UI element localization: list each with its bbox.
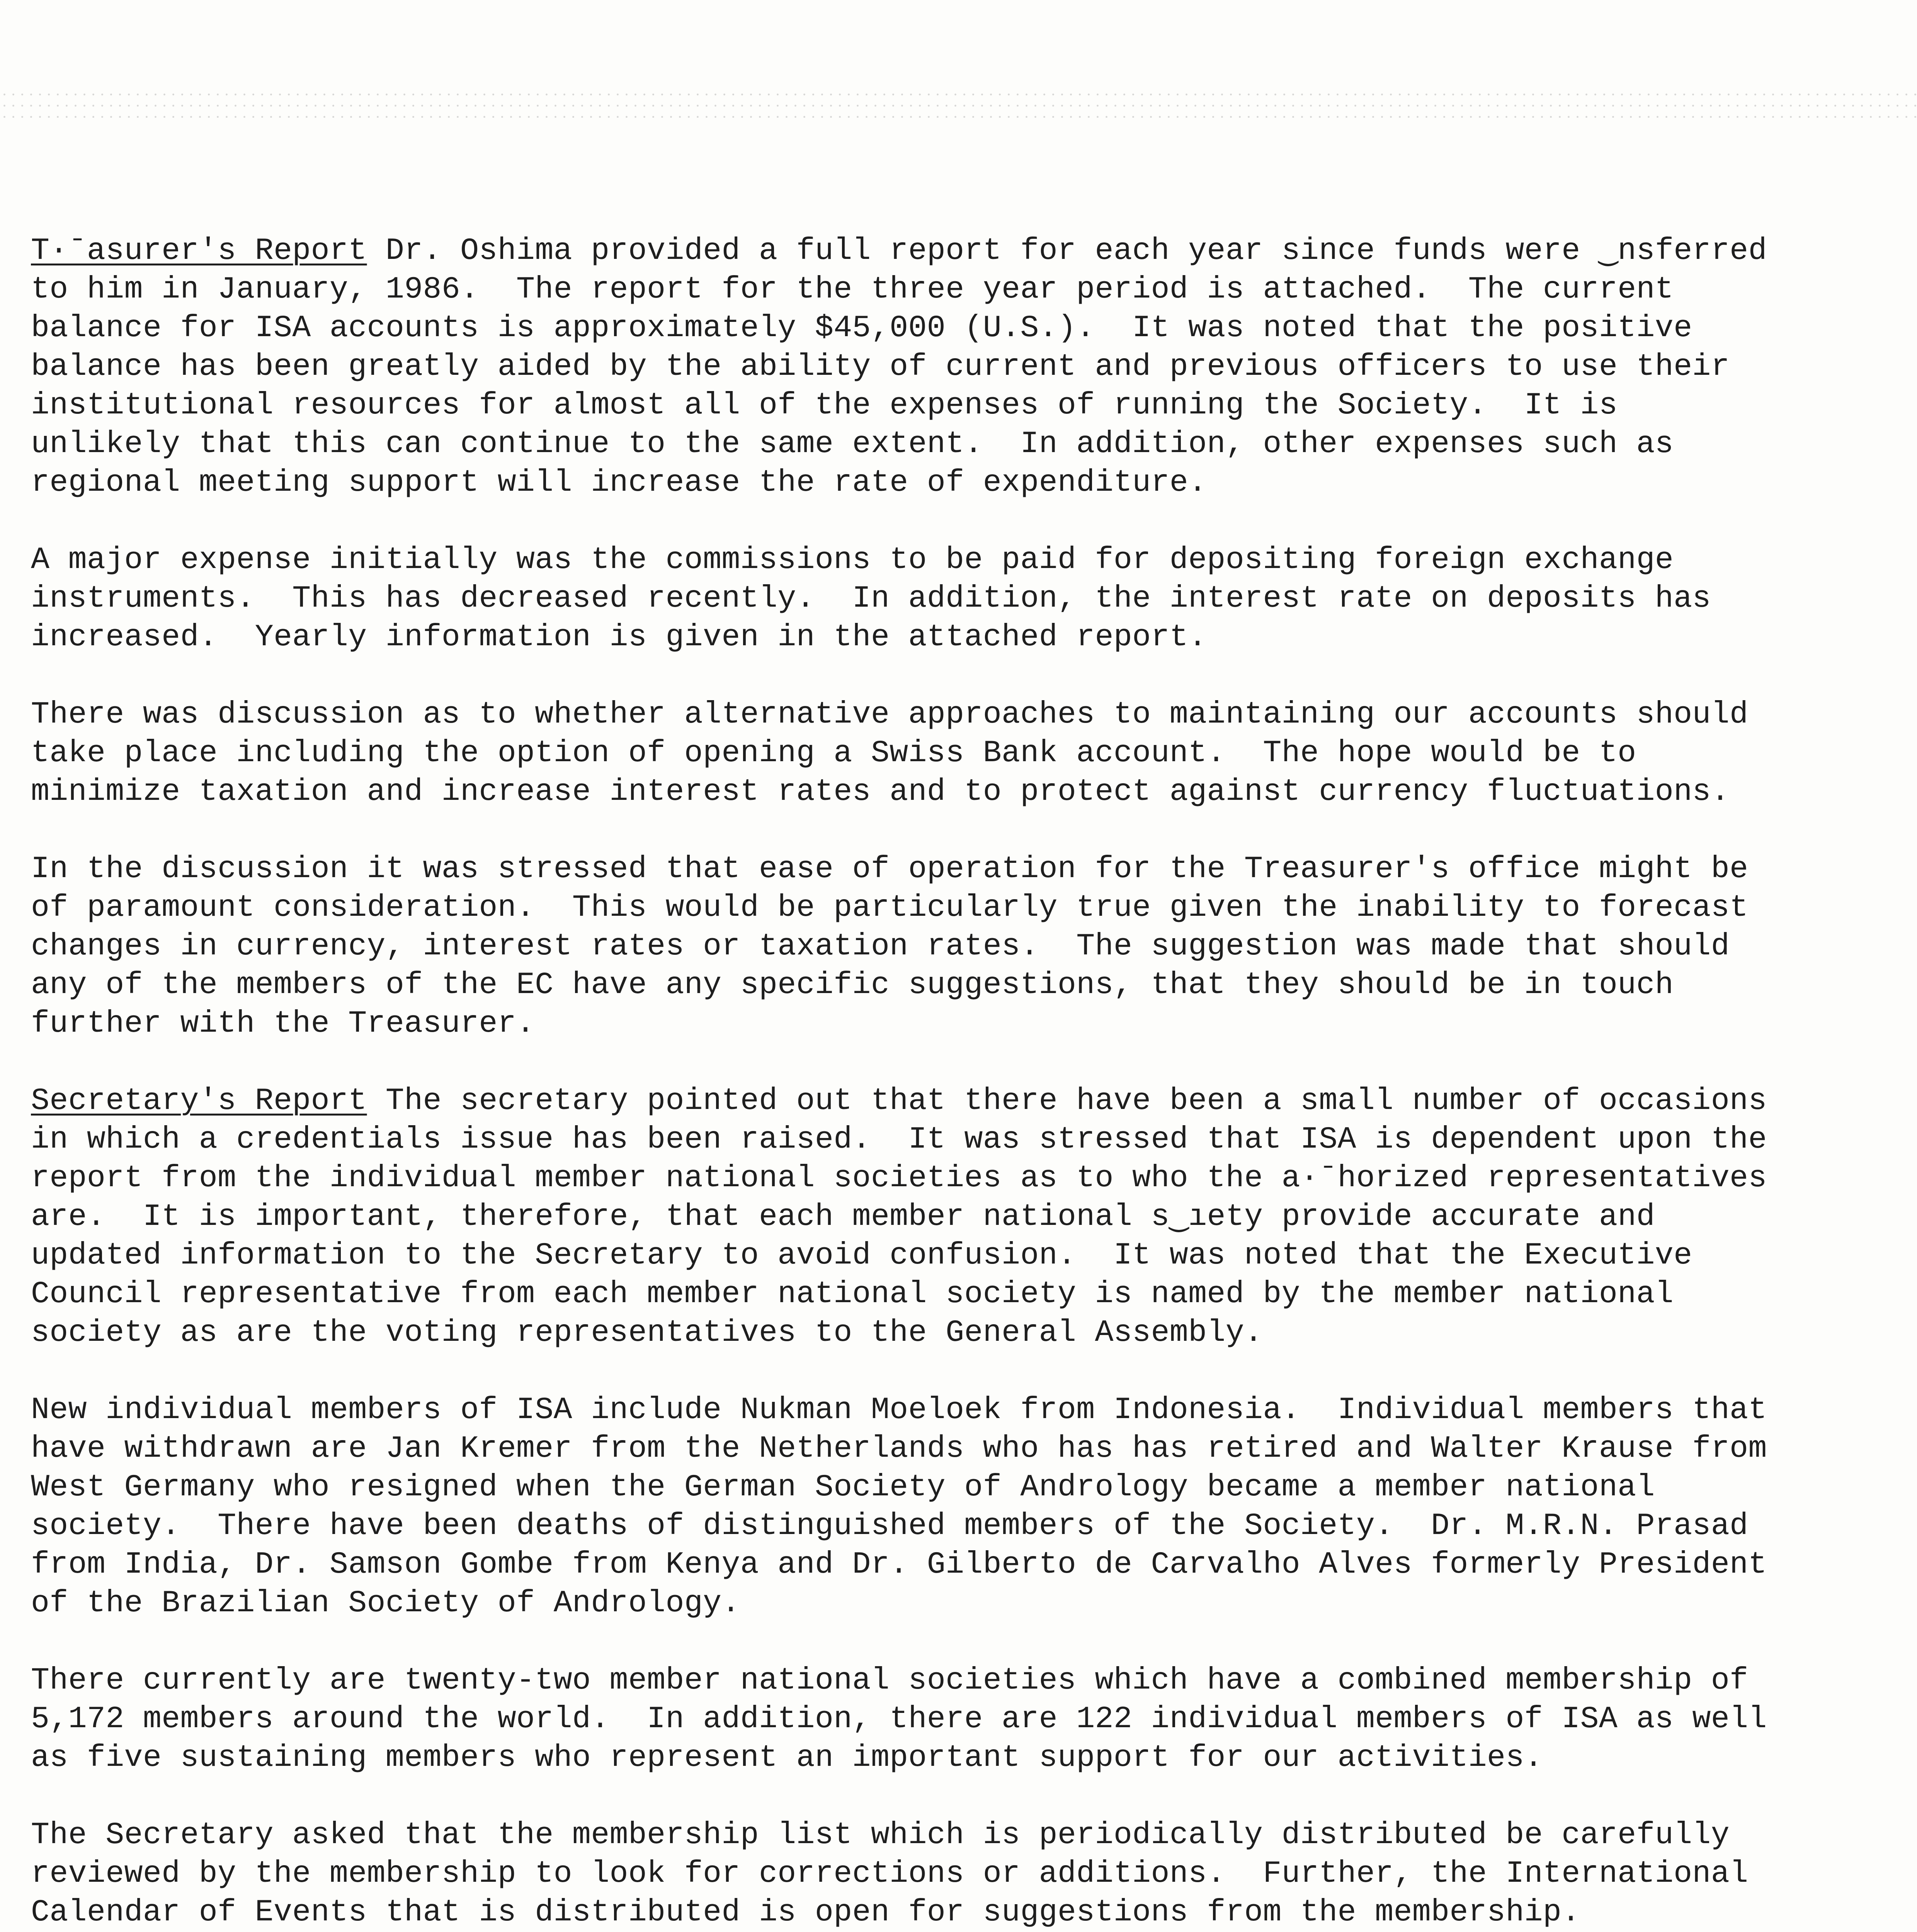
paragraph-text: Dr. Oshima provided a full report for each year since funds were ‿nsferred to him in January, 1986. The report for the three year period is attached. The current balance for ISA accounts is approximately $45,000 (U.S.). It was noted that the positive balance has been greatly aided by the ability of current and previous officers to use their institutional resources for almost all of the expenses of running the Society. It is unlikely that this can continue to the same extent. In addition, other expenses such as regional meeting support will increase the rate of expenditure. [31, 233, 1786, 500]
paragraph-membership-count [31, 1662, 1786, 1777]
paragraph-text: New individual members of ISA include Nukman Moeloek from Indonesia. Individual members that have withdrawn are Jan Kremer from the Netherlands who has has retired and Walter Krause from West Germany who resigned when the German Society of Andrology became a member national society. There have been deaths of distinguished members of the Society. Dr. M.R.N. Prasad from India, Dr. Samson Gombe from Kenya and Dr. Gilberto de Carvalho Alves formerly President of the Brazilian Society of Andrology. [31, 1393, 1786, 1621]
paragraph-alternative-approaches [31, 696, 1778, 811]
paragraph-secretarys-report [31, 1082, 1786, 1352]
paragraph-text: There was discussion as to whether alternative approaches to maintaining our accounts should take place including the option of opening a Swiss Bank account. The hope would be to minimize taxation and increase interest rates and to protect against currency fluctuations. [31, 697, 1767, 810]
paragraph-text: There currently are twenty-two member national societies which have a combined membership of 5,172 members around the world. In addition, there are 122 individual members of ISA as well as five sustaining members who represent an important support for our activities. [31, 1663, 1786, 1776]
section-heading-treasurers-report: T·ˉasurer's Report [31, 233, 367, 269]
paragraph-text: A major expense initially was the commissions to be paid for depositing foreign exchange instruments. This has decreased recently. In addition, the interest rate on deposits has increased. Yearly information is given in the attached report. [31, 543, 1730, 655]
paragraph-treasurers-report [31, 232, 1786, 502]
paragraph-membership-list [31, 1816, 1778, 1932]
document-body [31, 232, 1786, 1932]
scan-noise-top [0, 89, 1917, 120]
paragraph-new-individual-members [31, 1391, 1786, 1623]
paragraph-text: The secretary pointed out that there have been a small number of occasions in which a credentials issue has been raised. It was stressed that ISA is dependent upon the report from the individual member national societies as to who the a·ˉhorized representatives are. It is important, therefore, that each member national s‿ıety provide accurate and updated information to the Secretary to avoid confusion. It was noted that the Executive Council representative from each member national society is named by the member national society as are the voting representatives to the General Assembly. [31, 1083, 1786, 1350]
paragraph-major-expense [31, 541, 1778, 657]
paragraph-ease-of-operation [31, 850, 1778, 1043]
section-heading-secretarys-report: Secretary's Report [31, 1083, 367, 1119]
paragraph-text: In the discussion it was stressed that ease of operation for the Treasurer's office might be of paramount consideration. This would be particularly true given the inability to forecast changes in currency, interest rates or taxation rates. The suggestion was made that should any of the members of the EC have any specific suggestions, that they should be in touch further with the Treasurer. [31, 852, 1767, 1041]
paragraph-text: The Secretary asked that the membership list which is periodically distributed be carefully reviewed by the membership to look for corrections or additions. Further, the International Calendar of Events that is distributed is open for suggestions from the membership. [31, 1818, 1767, 1930]
